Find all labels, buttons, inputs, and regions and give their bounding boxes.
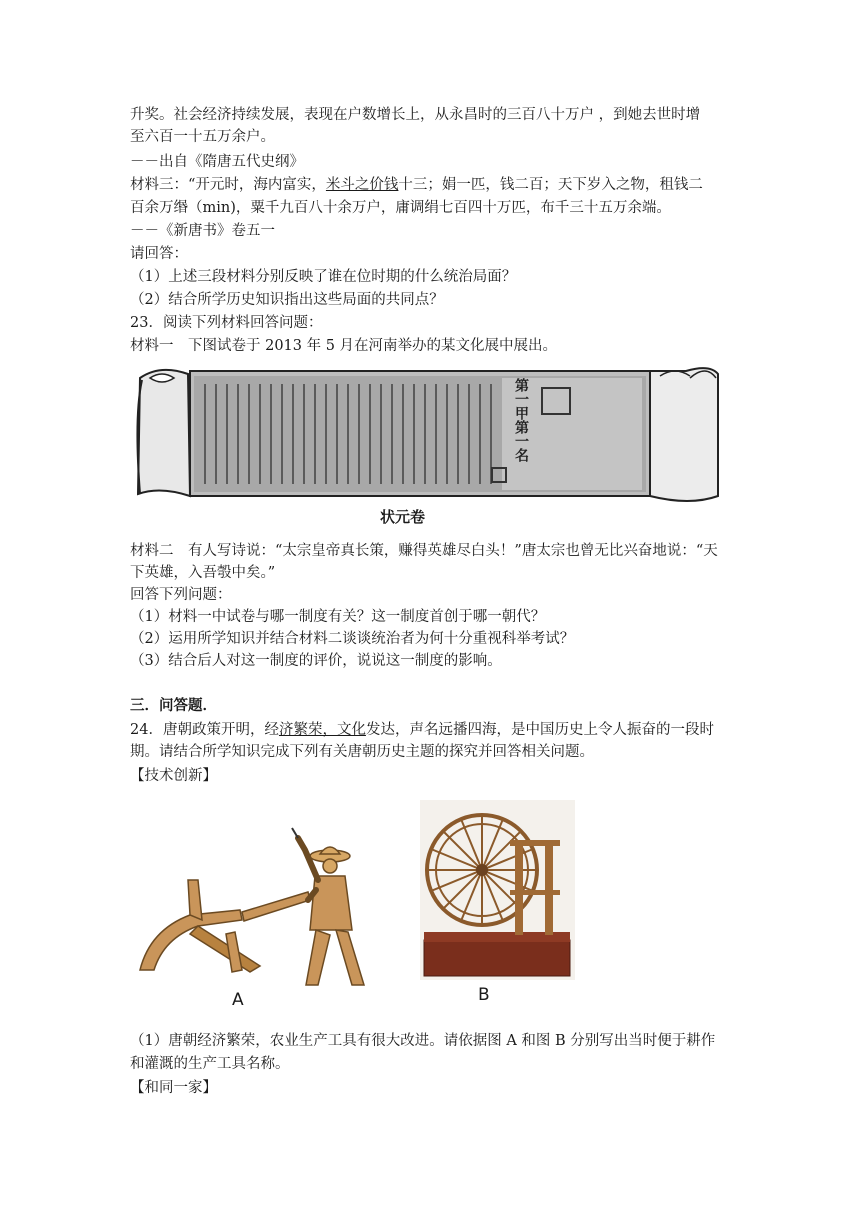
text-span: 发达，声名远播四海，是中国历史上令人振奋的一段时 [365,722,714,738]
figure-label-a: A [232,990,244,1010]
underlined-text: 济繁荣，文化 [278,722,366,738]
subsection-heading: 【技术创新】 [130,768,217,784]
material-one-line: 材料一 下图试卷于 2013 年 5 月在河南举办的某文化展中展出。 [130,338,558,354]
question-24-line [130,719,730,741]
question-2: （2）运用所学知识并结合材料二谈谈统治者为何十分重视科举考试？ [130,631,575,647]
waterwheel-illustration [420,800,575,980]
question-23-title: 23．阅读下列材料回答问题： [130,315,323,331]
text-line: 升奖。社会经济持续发展，表现在户数增长上，从永昌时的三百八十万户 ，到她去世时增 [130,107,701,123]
material-two-line: 材料二 有人写诗说：“太宗皇帝真长策，赚得英雄尽白头！”唐太宗也曾无比兴奋地说：“天 [130,543,718,559]
question-1: （1）材料一中试卷与哪一制度有关？这一制度首创于哪一朝代？ [130,609,546,625]
question-1: （1）上述三段材料分别反映了谁在位时期的什么统治局面？ [130,269,517,285]
source-citation: －－《新唐书》卷五一 [130,223,275,239]
text-line: 期。请结合所学知识完成下列有关唐朝历史主题的探究并回答相关问题。 [130,744,594,760]
plow-illustration [130,820,390,995]
question-2: （2）结合所学历史知识指出这些局面的共同点？ [130,292,444,308]
source-citation: －－出自《隋唐五代史纲》 [130,154,304,170]
text-line: 百余万缗（min)，粟千九百八十余万户，庸调绢七百四十万匹，布千三十五万余端。 [130,200,671,216]
text-line: 和灌溉的生产工具名称。 [130,1056,290,1072]
scroll-title-chars: 第一甲第一名 [513,378,529,462]
question-1: （1）唐朝经济繁荣，农业生产工具有很大改进。请依据图 A 和图 B 分别写出当时便于耕作 [130,1033,716,1049]
text-span: 材料三：“开元时，海内富实， [130,177,326,193]
prompt-line: 请回答： [130,246,188,262]
material-three-line [130,174,730,196]
figure-label-b: B [478,985,490,1005]
prompt-line: 回答下列问题： [130,587,232,603]
text-span: 十三；娟一匹，钱二百；天下岁入之物，租钱二 [398,177,703,193]
text-line: 下英雄，入吾彀中矣。” [130,565,276,581]
question-3: （3）结合后人对这一制度的评价，说说这一制度的影响。 [130,653,502,669]
text-line: 至六百一十五万余户。 [130,129,275,145]
underlined-text: 米斗之价钱 [325,177,399,193]
section-heading: 三．问答题． [130,697,217,714]
figure-caption: 状元卷 [380,508,426,526]
subsection-heading: 【和同一家】 [130,1080,217,1096]
scroll-illustration [130,356,720,506]
text-span: 24．唐朝政策开明，经 [130,722,279,738]
